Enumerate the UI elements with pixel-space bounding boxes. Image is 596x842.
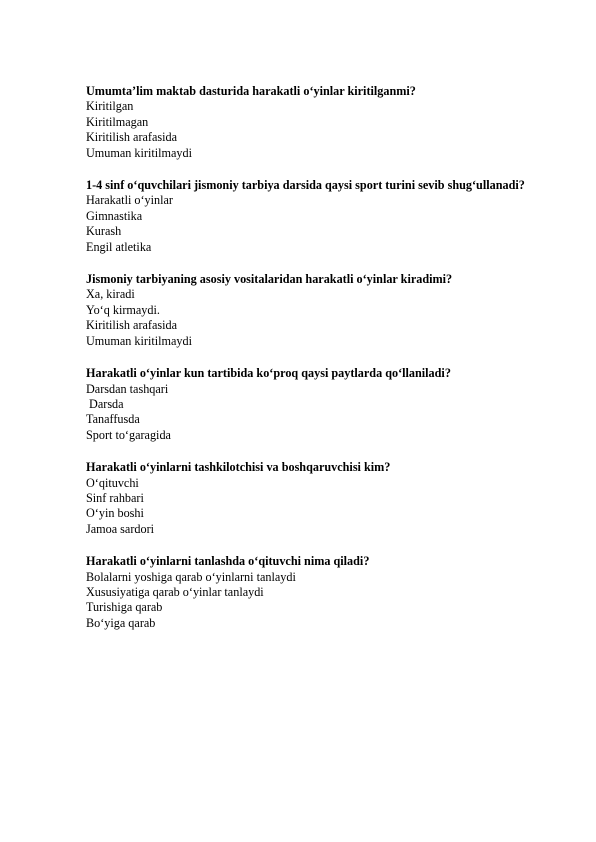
answer-option: Xa, kiradi — [86, 287, 135, 302]
answer-option: Umuman kiritilmaydi — [86, 333, 192, 348]
question-list — [86, 84, 564, 648]
answer-option: Tanaffusda — [86, 412, 140, 427]
answer-option: Kurash — [86, 224, 122, 239]
answer-option: Darsdan tashqari — [86, 381, 169, 396]
question-block-4 — [86, 366, 564, 443]
question-text: Harakatli o‘yinlar kun tartibida ko‘proq qaysi paytlarda qo‘llaniladi? — [86, 366, 451, 381]
question-block-6 — [86, 554, 564, 631]
answer-option: Darsda — [86, 396, 124, 411]
answer-option: Umuman kiritilmaydi — [86, 145, 192, 160]
question-text: Harakatli o‘yinlarni tanlashda o‘qituvchi nima qiladi? — [86, 554, 370, 569]
answer-option: Sport to‘garagida — [86, 427, 171, 442]
answer-option: Bolalarni yoshiga qarab o‘yinlarni tanlaydi — [86, 569, 296, 584]
question-text: Harakatli o‘yinlarni tashkilotchisi va boshqaruvchisi kim? — [86, 460, 391, 475]
answer-option: Kiritilmagan — [86, 114, 149, 129]
answer-option: Yo‘q kirmaydi. — [86, 302, 160, 317]
answer-option: Jamoa sardori — [86, 521, 155, 536]
answer-option: O‘yin boshi — [86, 506, 144, 521]
answer-option: Gimnastika — [86, 208, 143, 223]
answer-option: Kiritilgan — [86, 99, 134, 114]
question-text: Jismoniy tarbiyaning asosiy vositalaridan harakatli o‘yinlar kiradimi? — [86, 272, 453, 287]
question-block-2 — [86, 178, 564, 255]
answer-option: Xususiyatiga qarab o‘yinlar tanlaydi — [86, 584, 264, 599]
answer-option: Kiritilish arafasida — [86, 318, 178, 333]
answer-option: Kiritilish arafasida — [86, 130, 178, 145]
question-block-3 — [86, 272, 564, 349]
question-text: Umumta’lim maktab dasturida harakatli o‘yinlar kiritilganmi? — [86, 84, 416, 98]
answer-option: Harakatli o‘yinlar — [86, 193, 173, 208]
answer-option: Engil atletika — [86, 239, 152, 254]
question-block-1 — [86, 84, 564, 161]
answer-option: Bo‘yiga qarab — [86, 615, 156, 630]
question-text: 1-4 sinf o‘quvchilari jismoniy tarbiya darsida qaysi sport turini sevib shug‘ullanadi? — [86, 178, 525, 193]
answer-option: Turishiga qarab — [86, 600, 163, 615]
answer-option: Sinf rahbari — [86, 490, 144, 505]
answer-option: O‘qituvchi — [86, 475, 139, 490]
question-block-5 — [86, 460, 564, 537]
